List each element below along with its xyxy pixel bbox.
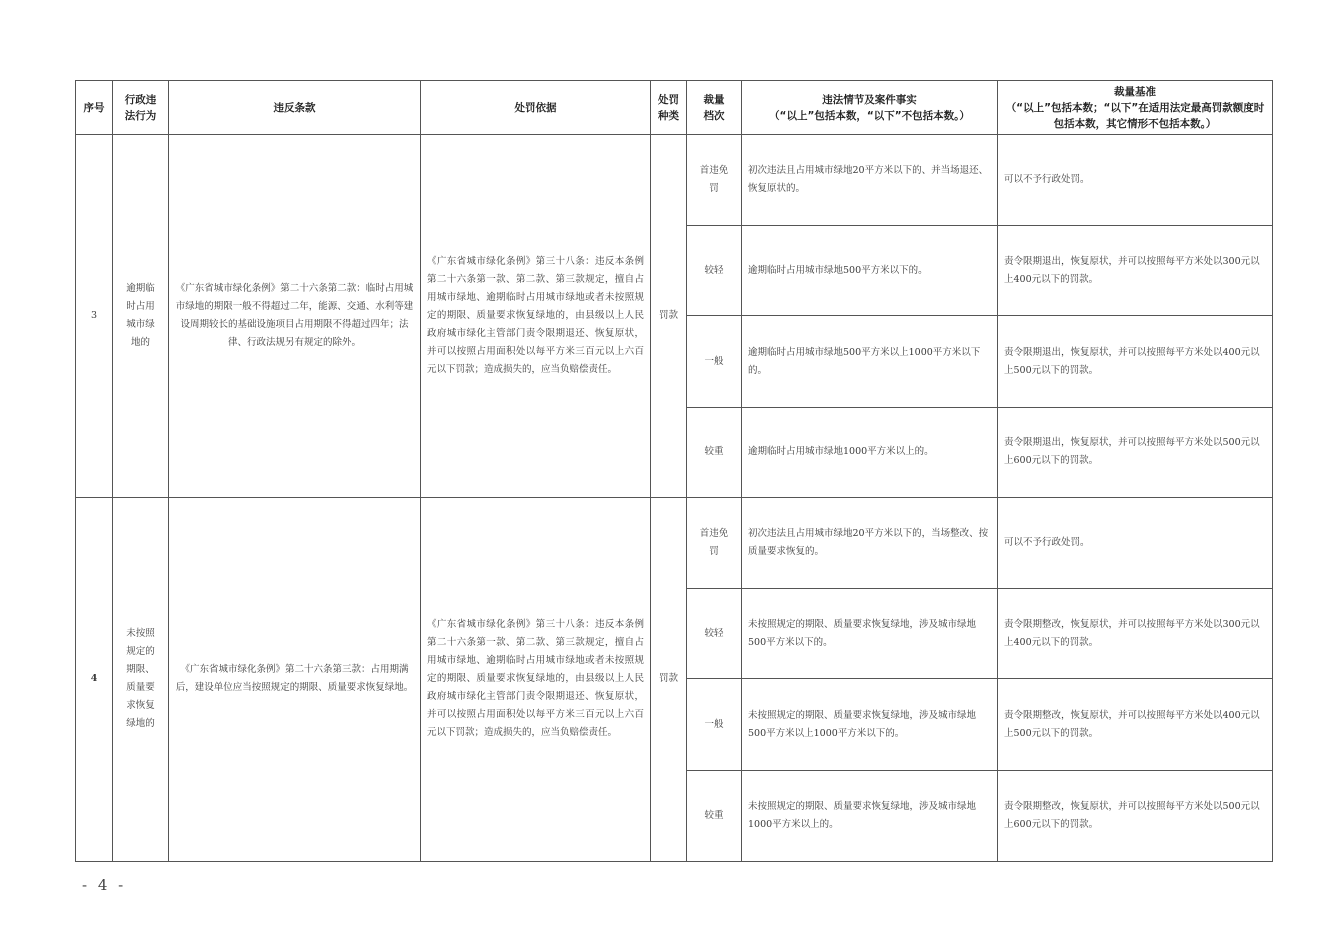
header-penalty-basis: 处罚依据: [421, 81, 651, 135]
table-row: [76, 497, 1273, 588]
header-violated-clause: 违反条款: [169, 81, 421, 135]
level-fact: 未按照规定的期限、质量要求恢复绿地，涉及城市绿地1000平方米以上的。: [742, 770, 998, 861]
level-fact: 逾期临时占用城市绿地1000平方米以上的。: [742, 407, 998, 497]
level-standard: 责令限期退出，恢复原状，并可以按照每平方米处以400元以上500元以下的罚款。: [998, 316, 1273, 407]
header-facts-title: 违法情节及案件事实: [822, 93, 917, 106]
level-standard: 责令限期退出，恢复原状，并可以按照每平方米处以500元以上600元以下的罚款。: [998, 407, 1273, 497]
level-fact: 未按照规定的期限、质量要求恢复绿地，涉及城市绿地500平方米以上1000平方米以下的。: [742, 679, 998, 770]
header-standard: [998, 81, 1273, 135]
level-name: 首违免罚: [687, 135, 742, 226]
row-behavior: 未按照规定的期限、质量要求恢复绿地的: [113, 497, 169, 861]
level-standard: 责令限期退出，恢复原状，并可以按照每平方米处以300元以上400元以下的罚款。: [998, 226, 1273, 316]
header-level: 裁量档次: [687, 81, 742, 135]
row-penalty-basis: 《广东省城市绿化条例》第三十八条：违反本条例第二十六条第一款、第二款、第三款规定，擅自占用城市绿地、逾期临时占用城市绿地或者未按照规定的期限、质量要求恢复绿地的，由县级以上人民政府城市绿化主管部门责令限期退还、恢复原状，并可以按照占用面积处以每平方米三百元以上六百元以下罚款；造成损失的，应当负赔偿责任。: [421, 497, 651, 861]
row-violated-clause: 《广东省城市绿化条例》第二十六条第二款：临时占用城市绿地的期限一般不得超过二年，能源、交通、水利等建设周期较长的基础设施项目占用期限不得超过四年；法律、行政法规另有规定的除外。: [169, 135, 421, 498]
row-penalty-basis: 《广东省城市绿化条例》第三十八条：违反本条例第二十六条第一款、第二款、第三款规定，擅自占用城市绿地、逾期临时占用城市绿地或者未按照规定的期限、质量要求恢复绿地的，由县级以上人民政府城市绿化主管部门责令限期退还、恢复原状，并可以按照占用面积处以每平方米三百元以上六百元以下罚款；造成损失的，应当负赔偿责任。: [421, 135, 651, 498]
header-row: [76, 81, 1273, 135]
row-penalty-type: 罚款: [651, 497, 687, 861]
row-seq: 3: [76, 135, 113, 498]
level-fact: 初次违法且占用城市绿地20平方米以下的、并当场退还、恢复原状的。: [742, 135, 998, 226]
header-behavior: 行政违法行为: [113, 81, 169, 135]
level-standard: 责令限期整改，恢复原状，并可以按照每平方米处以500元以上600元以下的罚款。: [998, 770, 1273, 861]
discretion-standard-table: [75, 80, 1273, 862]
level-name: 一般: [687, 316, 742, 407]
row-violated-clause: 《广东省城市绿化条例》第二十六条第三款：占用期满后，建设单位应当按照规定的期限、质量要求恢复绿地。: [169, 497, 421, 861]
level-name: 一般: [687, 679, 742, 770]
header-facts-note: （“以上”包括本数，“以下”不包括本数。）: [769, 109, 970, 122]
page-number: - 4 -: [82, 876, 127, 894]
level-fact: 逾期临时占用城市绿地500平方米以上1000平方米以下的。: [742, 316, 998, 407]
header-penalty-type: 处罚种类: [651, 81, 687, 135]
level-standard: 可以不予行政处罚。: [998, 135, 1273, 226]
header-standard-note: （“以上”包括本数；“以下”在适用法定最高罚款额度时包括本数，其它情形不包括本数。）: [1005, 101, 1265, 130]
row-seq: 4: [76, 497, 113, 861]
row-behavior: 逾期临时占用城市绿地的: [113, 135, 169, 498]
level-name: 较轻: [687, 589, 742, 679]
row-penalty-type: 罚款: [651, 135, 687, 498]
level-standard: 可以不予行政处罚。: [998, 497, 1273, 588]
header-facts: [742, 81, 998, 135]
table-row: [76, 135, 1273, 226]
header-standard-title: 裁量基准: [1114, 85, 1156, 98]
level-name: 首违免罚: [687, 497, 742, 588]
header-seq: 序号: [76, 81, 113, 135]
level-fact: 初次违法且占用城市绿地20平方米以下的，当场整改、按质量要求恢复的。: [742, 497, 998, 588]
level-standard: 责令限期整改，恢复原状，并可以按照每平方米处以400元以上500元以下的罚款。: [998, 679, 1273, 770]
level-name: 较轻: [687, 226, 742, 316]
level-name: 较重: [687, 407, 742, 497]
level-fact: 未按照规定的期限、质量要求恢复绿地，涉及城市绿地500平方米以下的。: [742, 589, 998, 679]
level-fact: 逾期临时占用城市绿地500平方米以下的。: [742, 226, 998, 316]
level-name: 较重: [687, 770, 742, 861]
level-standard: 责令限期整改，恢复原状，并可以按照每平方米处以300元以上400元以下的罚款。: [998, 589, 1273, 679]
